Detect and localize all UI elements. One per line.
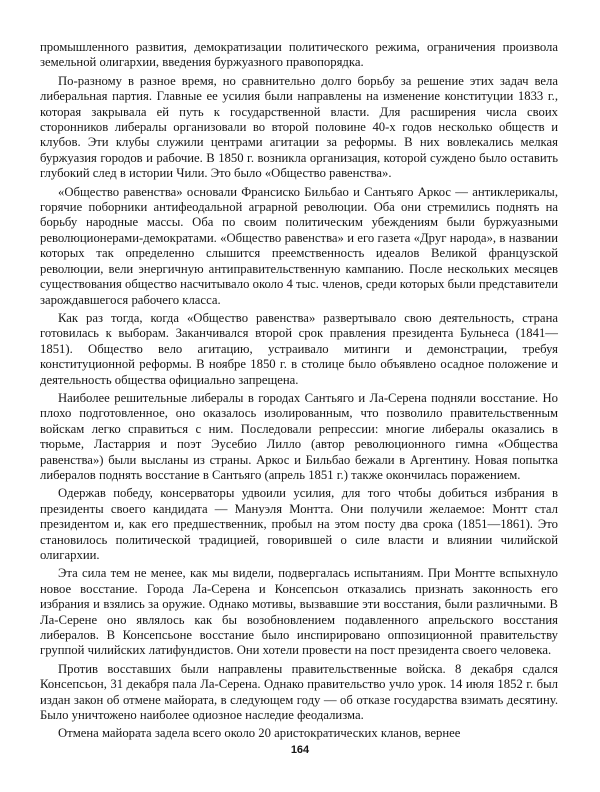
paragraph-8: Против восставших были направлены правительственные войска. 8 декабря сдался Консепсьон, 31 декабря пала Ла-Серена. Однако правительство учло урок. 14 июля 1852 г. был издан закон об отмене майората, в следующем году — об отказе государства взимать десятину. Было уничтожено наиболее одиозное наследие феодализма. — [40, 661, 558, 723]
paragraph-2: По-разному в разное время, но сравнительно долго борьбу за решение этих задач вела либеральная партия. Главные ее усилия были направлены на изменение конституции 1833 г., которая закрывала ей путь к государственной власти. Для расширения числа своих сторонников либералы организовали во второй половине 40-х годов несколько обществ и клубов. Эти клубы служили центрами агитации за реформы. В них вовлекались мелкая буржуазия городов и рабочие. В 1850 г. возникла организация, которой суждено было оставить глубокий след в истории Чили. Это было «Общество равенства». — [40, 73, 558, 181]
paragraph-6: Одержав победу, консерваторы удвоили усилия, для того чтобы добиться избрания в президенты своего кандидата — Мануэля Монтта. Они получили желаемое: Монтт стал президентом и, как его предшественник, пробыл на этом посту два срока (1851—1861). Это становилось политической традицией, говорившей о силе власти и влиянии чилийской олигархии. — [40, 486, 558, 562]
paragraph-7: Эта сила тем не менее, как мы видели, подвергалась испытаниям. При Монтте вспыхнуло новое восстание. Города Ла-Серена и Консепсьон отказались признать законность его избрания и взялись за оружие. Однако мотивы, вызвавшие эти восстания, были различными. В Ла-Серене оно являлось как бы возобновлением подавленного апрельского восстания либералов. В Консепсьоне восстание было инспирировано оппозиционной правительству группой чилийских латифундистов. Они хотели провести на пост президента своего человека. — [40, 566, 558, 658]
paragraph-9: Отмена майората задела всего около 20 аристократических кланов, вернее — [58, 726, 461, 741]
paragraph-1: промышленного развития, демократизации политического режима, ограничения произвола земельной олигархии, введения буржуазного правопорядка. — [40, 40, 558, 70]
paragraph-3: «Общество равенства» основали Франсиско Бильбао и Сантьяго Аркос — антиклерикалы, горячие поборники антифеодальной аграрной революции. Оба они стремились поднять на борьбу народные массы. Оба по своим политическим убеждениям были буржуазными революционерами-демократами. «Общество равенства» и его газета «Друг народа», в названии которых так определенно слышится преемственность идеалов Великой французской революции, вели энергичную антиправительственную кампанию. После нескольких месяцев существования общество насчитывало около 4 тыс. членов, среди которых были представители зарождавшегося рабочего класса. — [40, 184, 558, 307]
paragraph-4: Как раз тогда, когда «Общество равенства» развертывало свою деятельность, страна готовилась к выборам. Заканчивался второй срок правления президента Бульнеса (1841—1851). Общество вело агитацию, устраивало митинги и демонстрации, требуя конституционной реформы. В ноябре 1850 г. в столице было объявлено осадное положение и деятельность общества официально запрещена. — [40, 310, 558, 387]
page-text — [40, 40, 558, 745]
paragraph-5: Наиболее решительные либералы в городах Сантьяго и Ла-Серена подняли восстание. Но плохо подготовленное, оно оказалось изолированным, что позволило правительственным войскам легко справиться с ним. Последовали репрессии: многие либералы оказались в тюрьме, Ластаррия и поэт Эусебио Лилло (автор революционного гимна «Общества равенства») были высланы из страны. Аркос и Бильбао бежали в Аргентину. Новая попытка либералов поднять восстание в Сантьяго (апрель 1851 г.) также окончилась поражением. — [40, 390, 558, 482]
page-number: 164 — [290, 744, 310, 756]
